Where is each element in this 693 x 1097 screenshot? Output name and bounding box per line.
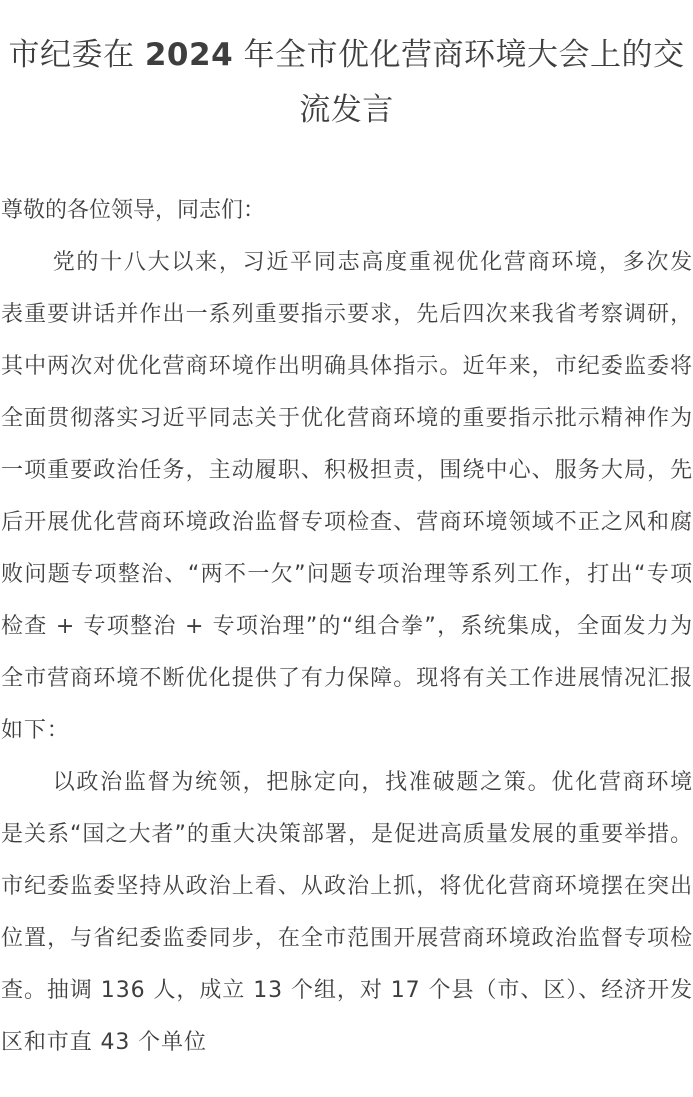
- title-part-1: 市纪委在: [8, 37, 135, 73]
- salutation: 尊敬的各位领导，同志们：: [1, 198, 266, 223]
- title-year: 2024: [144, 37, 234, 73]
- document-title: [0, 0, 693, 138]
- paragraph-2: 以政治监督为统领，把脉定向，找准破题之策。优化营商环境是关系“国之大者”的重大决策部署，是促进高质量发展的重要举措。市纪委监委坚持从政治上看、从政治上抓，将优化营商环境摆在突出位置，与省纪委监委同步，在全市范围开展营商环境政治监督专项检查。抽调 136 人，成立 13 个组，对 17 个县（市、区）、经济开发区和市直 43 个单位: [1, 770, 693, 1055]
- document-body: [0, 185, 693, 1069]
- title-part-2: 年全市优化营商环境大会上的交流发言: [243, 37, 685, 128]
- paragraph-1: 党的十八大以来，习近平同志高度重视优化营商环境，多次发表重要讲话并作出一系列重要指示要求，先后四次来我省考察调研，其中两次对优化营商环境作出明确具体指示。近年来，市纪委监委将全面贯彻落实习近平同志关于优化营商环境的重要指示批示精神作为一项重要政治任务，主动履职、积极担责，围绕中心、服务大局，先后开展优化营商环境政治监督专项检查、营商环境领域不正之风和腐败问题专项整治、“两不一欠”问题专项治理等系列工作，打出“专项检查 + 专项整治 + 专项治理”的“组合拳”，系统集成，全面发力为全市营商环境不断优化提供了有力保障。现将有关工作进展情况汇报如下：: [1, 250, 693, 743]
